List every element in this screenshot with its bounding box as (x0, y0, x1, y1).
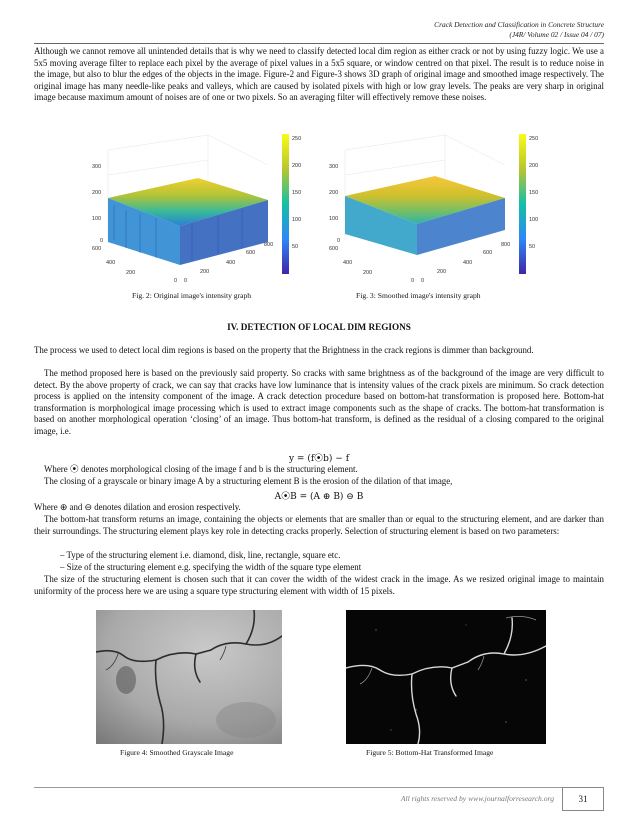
fig2-y-tick: 600 (246, 250, 256, 256)
fig4-grayscale-image (96, 610, 282, 744)
fig3-z-tick: 0 (337, 238, 341, 244)
fig5-caption: Figure 5: Bottom-Hat Transformed Image (366, 748, 494, 757)
fig2-colorbar (282, 134, 289, 274)
dilation-erosion-note: Where ⊕ and ⊖ denotes dilation and erosion respectively. (34, 502, 241, 512)
fig3-z-tick: 200 (329, 190, 339, 196)
fig3-colorbar-tick: 150 (529, 190, 539, 196)
fig3-y-tick: 600 (483, 250, 493, 256)
fig3-x-tick: 400 (343, 260, 353, 266)
fig2-colorbar-tick: 150 (292, 190, 302, 196)
fig3-x-tick: 200 (363, 270, 373, 276)
fig2-colorbar-tick: 100 (292, 217, 302, 223)
fig3-y-tick: 0 (421, 278, 425, 284)
fig4-caption: Figure 4: Smoothed Grayscale Image (120, 748, 234, 757)
closing-definition: Where ⦿ denotes morphological closing of the image f and b is the structuring element. (44, 464, 358, 474)
fig2-y-tick: 0 (184, 278, 188, 284)
fig2-colorbar-tick: 50 (292, 244, 299, 250)
fig3-y-tick: 200 (437, 269, 447, 275)
section-intro-paragraph: The process we used to detect local dim regions is based on the property that the Brightness in the crack regions is dimmer than background. (34, 345, 534, 355)
fig2-x-tick: 400 (106, 260, 116, 266)
fig3-y-tick: 400 (463, 260, 473, 266)
fig2-z-tick: 100 (92, 216, 102, 222)
fig2-x-tick: 200 (126, 270, 136, 276)
fig3-z-tick: 100 (329, 216, 339, 222)
section-heading: IV. DETECTION OF LOCAL DIM REGIONS (227, 322, 411, 332)
fig2-z-tick: 0 (100, 238, 104, 244)
fig2-z-tick: 200 (92, 190, 102, 196)
fig3-colorbar-tick: 250 (529, 136, 539, 142)
footer-copyright: All rights reserved by www.journalforresearch.org (400, 794, 554, 803)
list-item: – Type of the structuring element i.e. diamond, disk, line, rectangle, square etc. (60, 550, 341, 560)
bottom-hat-equation: y = (f⦿b) − f (288, 454, 350, 464)
fig2-colorbar-tick: 200 (292, 163, 302, 169)
header-issue: (J4R/ Volume 02 / Issue 04 / 07) (509, 30, 604, 39)
footer-rule (34, 787, 604, 788)
fig3-surface-plot (325, 130, 555, 290)
fig2-surface-plot (88, 130, 318, 290)
header-title: Crack Detection and Classification in Concrete Structure (434, 20, 604, 29)
fig3-x-tick: 600 (329, 246, 339, 252)
fig2-x-tick: 600 (92, 246, 102, 252)
header-rule (34, 43, 604, 44)
fig2-caption: Fig. 2: Original image's intensity graph (132, 291, 252, 300)
intro-paragraph: Although we cannot remove all unintended details that is why we need to classify detected local dim region as either crack or not by using fuzzy logic. We use a 5x5 moving average filter to replace each pixel by the average of pixel values in a 5x5 square, or window centred on that pixel. The result is to reduce noise in the image, but also to blur the edges of the objects in the image. Figure-2 and Figure-3 shows 3D graph of original image and smoothed image respectively. The original image has many needle-like peaks and valleys, which are caused by isolated pixels with high or low gray levels. The peaks are very sharp in original image because maximum amount of noises are of one or two pixels. So an averaging filter will effectively remove these noises. (34, 46, 604, 103)
fig3-colorbar-tick: 200 (529, 163, 539, 169)
running-header (434, 20, 604, 40)
fig2-z-tick: 300 (92, 164, 102, 170)
list-item: – Size of the structuring element e.g. specifying the width of the square type element (60, 562, 362, 572)
fig2-y-tick: 400 (226, 260, 236, 266)
structuring-element-paragraph: The bottom-hat transform returns an image, containing the objects or elements that are smaller than or equal to the structuring element, and are darker than their surroundings. The structuring element plays key role in detecting cracks properly. Selection of structuring element is based on two parameters: (34, 514, 604, 536)
closing-description: The closing of a grayscale or binary image A by a structuring element B is the erosion of the dilation of that image, (44, 476, 453, 486)
element-size-paragraph: The size of the structuring element is chosen such that it can cover the width of the widest crack in the image. As we resized original image to maintain uniformity of the process here we are using a square type structuring element with width of 15 pixels. (34, 574, 604, 596)
page-number: 31 (562, 787, 604, 811)
fig2-y-tick: 800 (264, 242, 274, 248)
fig2-x-tick: 0 (174, 278, 178, 284)
method-paragraph: The method proposed here is based on the previously said property. So cracks with same brightness as of the background of the image are very difficult to detect. By the above property of crack, we can say that cracks have low luminance that is intensity values of the crack pixels are minimum. So crack detection process is applied on the intensity component of the image. A crack detection procedure based on bottom-hat transformation is proposed here. Bottom-hat transformation is morphological image processing which is used to extract image components such as the shape of cracks. The bottom-hat transformation is based on another morphological operation ‘closing’ of an image. Thus bottom-hat transform, is defined as the residual of a closing compared to the original image, i.e. (34, 368, 604, 436)
fig2-colorbar-tick: 250 (292, 136, 302, 142)
fig3-caption: Fig. 3: Smoothed image's intensity graph (356, 291, 481, 300)
fig3-colorbar-tick: 100 (529, 217, 539, 223)
closing-equation: A⦿B = (A ⊕ B) ⊖ B (274, 492, 364, 502)
fig3-z-tick: 300 (329, 164, 339, 170)
fig5-bottom-hat-image (346, 610, 546, 744)
fig3-y-tick: 800 (501, 242, 511, 248)
fig3-x-tick: 0 (411, 278, 415, 284)
fig3-colorbar (519, 134, 526, 274)
fig3-colorbar-tick: 50 (529, 244, 536, 250)
fig2-y-tick: 200 (200, 269, 210, 275)
